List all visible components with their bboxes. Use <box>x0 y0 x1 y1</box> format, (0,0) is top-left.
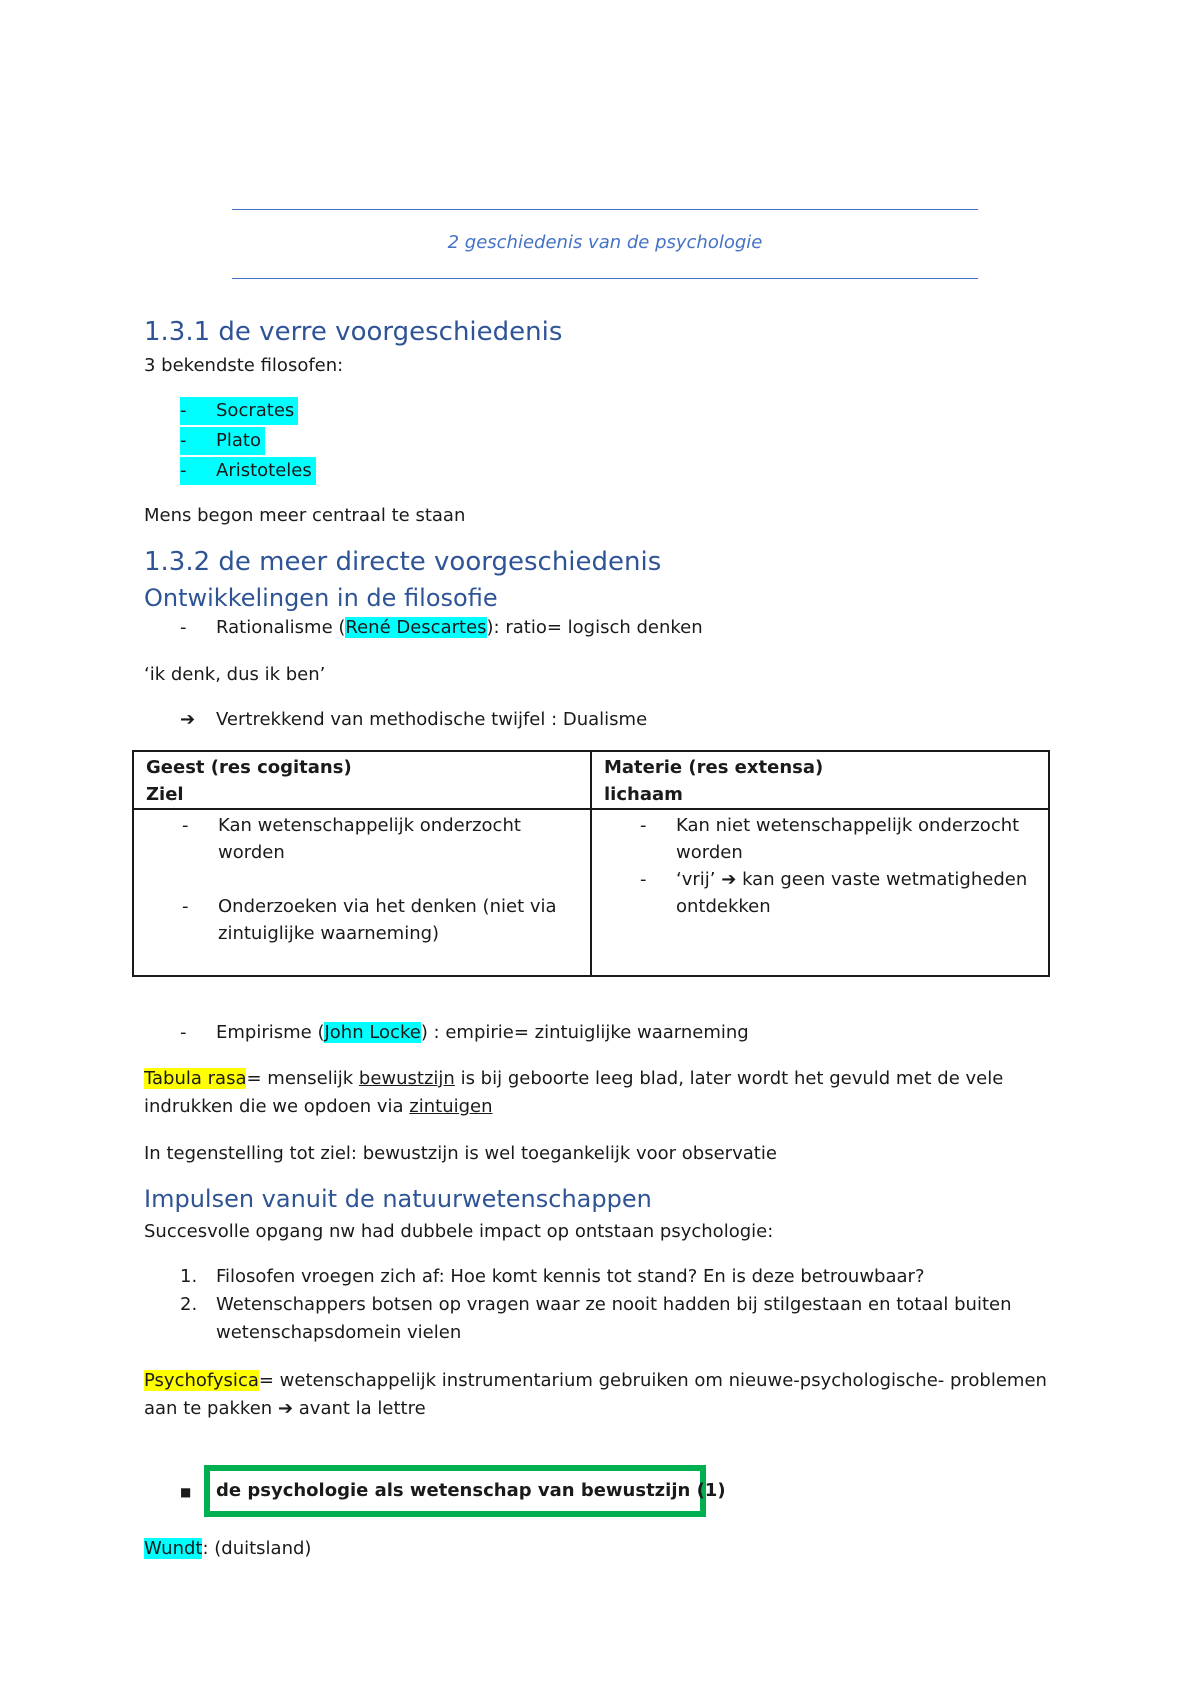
dualism-line: ➔ Vertrekkend van methodische twijfel : Dualisme <box>180 706 647 734</box>
list-item: - Socrates <box>180 397 298 425</box>
table-header-left: Geest (res cogitans) Ziel <box>133 751 591 809</box>
square-bullet-icon: ■ <box>180 1485 192 1499</box>
table-cell-right <box>591 809 1049 976</box>
table-header-right: Materie (res extensa) lichaam <box>591 751 1049 809</box>
document-title: 2 geschiedenis van de psychologie <box>447 232 763 253</box>
tabula-rasa-paragraph: Tabula rasa= menselijk bewustzijn is bij geboorte leeg blad, later wordt het gevuld met de vele indrukken die we opdoen via zintuigen <box>144 1068 1004 1117</box>
impulses-intro: Succesvolle opgang nw had dubbele impact op ontstaan psychologie: <box>144 1221 774 1242</box>
note-text: Mens begon meer centraal te staan <box>144 505 466 526</box>
contrast-text: In tegenstelling tot ziel: bewustzijn is wel toegankelijk voor observatie <box>144 1143 777 1164</box>
subheading-impulsen: Impulsen vanuit de natuurwetenschappen <box>144 1185 652 1213</box>
list-item: - Kan niet wetenschappelijk onderzocht worden <box>640 815 1020 863</box>
dualism-table <box>132 750 1050 977</box>
empirism-item: - Empirisme (John Locke) : empirie= zintuiglijke waarneming <box>180 1022 749 1043</box>
arrow-right-icon: ➔ <box>277 1398 294 1419</box>
subheading-filosofie: Ontwikkelingen in de filosofie <box>144 584 498 612</box>
list-item: - Onderzoeken via het denken (niet via zintuiglijke waarneming) <box>182 896 557 944</box>
tabula-rasa-term: Tabula rasa <box>144 1068 247 1089</box>
psychofysica-paragraph: Psychofysica= wetenschappelijk instrumentarium gebruiken om nieuwe-psychologische- problemen aan te pakken ➔ avant la lettre <box>144 1370 1047 1419</box>
section-heading-132: 1.3.2 de meer directe voorgeschiedenis <box>144 547 662 577</box>
header-rule-top <box>232 209 978 210</box>
philosopher-list <box>180 397 320 485</box>
list-item: 2. Wetenschappers botsen op vragen waar ze nooit hadden bij stilgestaan en totaal buiten wetenschapsdomein vielen <box>180 1294 1012 1343</box>
section-heading-131: 1.3.1 de verre voorgeschiedenis <box>144 317 563 347</box>
table-cell-left <box>133 809 591 976</box>
rationalism-item: - Rationalisme (René Descartes): ratio= logisch denken <box>180 617 703 638</box>
header-rule-bottom <box>232 278 978 279</box>
list-item: - Aristoteles <box>180 457 316 485</box>
locke-highlight: John Locke <box>324 1022 421 1043</box>
descartes-highlight: René Descartes <box>345 617 487 638</box>
list-item: - Plato <box>180 427 265 455</box>
list-item: 1. Filosofen vroegen zich af: Hoe komt kennis tot stand? En is deze betrouwbaar? <box>180 1266 925 1287</box>
numbered-list <box>180 1263 1040 1347</box>
arrow-right-icon: ➔ <box>180 709 196 730</box>
quote-text: ‘ik denk, dus ik ben’ <box>144 664 326 685</box>
wundt-term: Wundt <box>144 1538 203 1559</box>
list-item: - Kan wetenschappelijk onderzocht worden <box>182 815 521 863</box>
philosophers-intro: 3 bekendste filosofen: <box>144 355 344 376</box>
list-item: - ‘vrij’ ➔ kan geen vaste wetmatigheden ontdekken <box>640 869 1028 917</box>
arrow-right-icon: ➔ <box>721 869 737 890</box>
wundt-line: Wundt: (duitsland) <box>144 1538 312 1559</box>
boxed-bullet-item: ■ de psychologie als wetenschap van bewustzijn (1) <box>180 1477 726 1506</box>
psychofysica-term: Psychofysica <box>144 1370 259 1391</box>
